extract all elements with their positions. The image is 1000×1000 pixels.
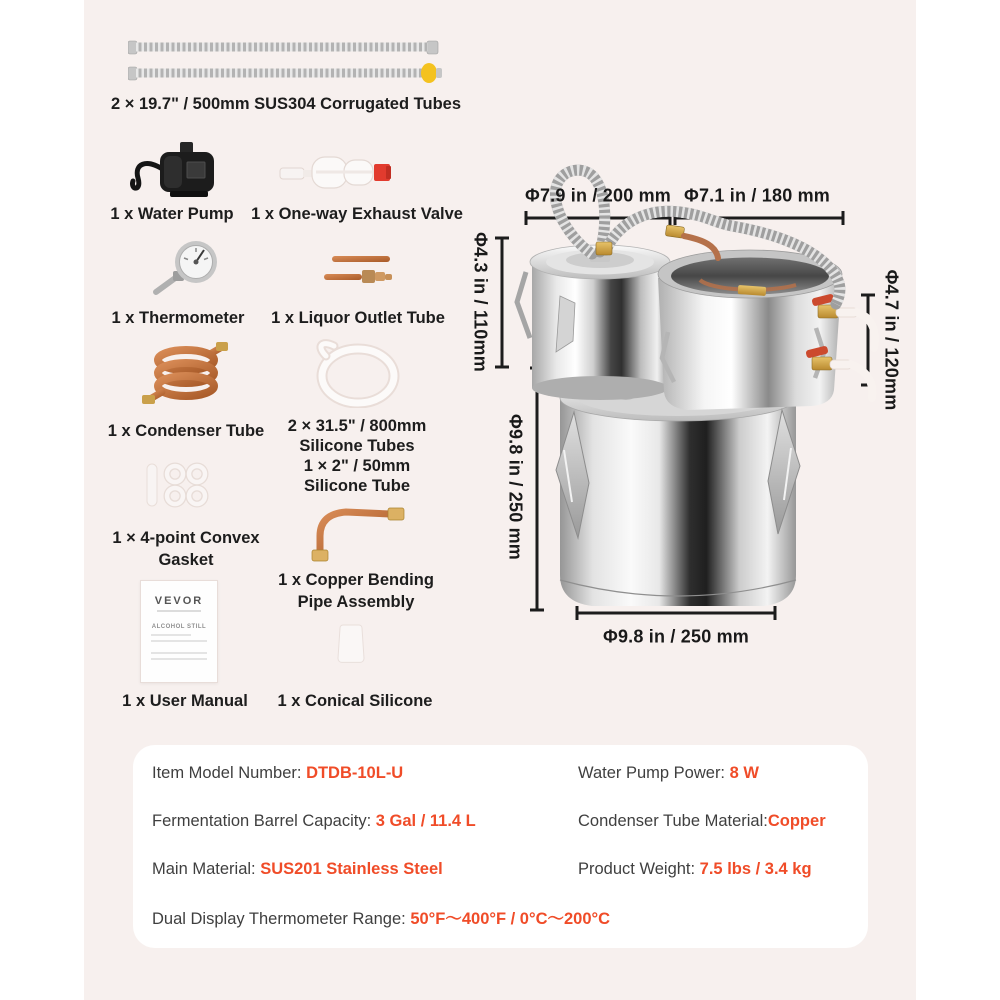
corrugated-tubes-label: 2 × 19.7" / 500mm SUS304 Corrugated Tubes (110, 95, 462, 113)
dim-top-left-label: Φ7.9 in / 200 mm (524, 185, 672, 206)
exhaust-valve-label: 1 x One-way Exhaust Valve (251, 205, 463, 223)
dim-left-lower-label: Φ9.8 in / 250 mm (505, 413, 526, 561)
silicone-tubes-label-line1: 2 × 31.5" / 800mm (287, 417, 427, 435)
conical-silicone-label: 1 x Conical Silicone (277, 692, 433, 710)
condenser-bucket (658, 250, 842, 410)
condenser-tube-image (140, 340, 232, 408)
exhaust-valve-image (278, 150, 408, 196)
silicone-tubes-image (308, 338, 406, 408)
manual-text-line (151, 652, 207, 654)
silicone-tubes-label-line3: 1 × 2" / 50mm (303, 457, 411, 475)
condenser-tube-label: 1 x Condenser Tube (107, 422, 265, 440)
thermometer-image (150, 238, 224, 298)
distiller-product-image (460, 150, 920, 695)
manual-text-line (151, 634, 191, 636)
spec-product-weight: Product Weight: 7.5 lbs / 3.4 kg (578, 859, 812, 878)
dim-right-label: Φ4.7 in / 120mm (881, 269, 902, 411)
water-pump-label: 1 x Water Pump (110, 205, 234, 223)
dim-top-right-label: Φ7.1 in / 180 mm (683, 185, 831, 206)
fermentation-barrel (556, 375, 800, 606)
user-manual-label: 1 x User Manual (122, 692, 248, 710)
thermometer-label: 1 x Thermometer (111, 309, 245, 327)
manual-text-line (151, 640, 207, 642)
spec-barrel-capacity: Fermentation Barrel Capacity: 3 Gal / 11.4 L (152, 811, 476, 830)
copper-pipe-label-line2: Pipe Assembly (297, 593, 415, 611)
spec-thermometer-range: Dual Display Thermometer Range: 50°F～400°F / 0°C～200°C (152, 910, 611, 928)
corrugated-tubes-image (128, 34, 444, 86)
copper-bending-pipe-image (302, 500, 410, 562)
liquor-outlet-tube-image (318, 250, 398, 292)
distillation-pot (517, 245, 684, 400)
copper-pipe-label-line1: 1 x Copper Bending (278, 571, 434, 589)
spec-pump-power: Water Pump Power: 8 W (578, 763, 759, 782)
manual-text-line (151, 658, 207, 660)
manual-tagline-rule (157, 610, 201, 612)
spec-main-material: Main Material: SUS201 Stainless Steel (152, 859, 443, 878)
dim-left-upper-label: Φ4.3 in / 110mm (470, 232, 491, 372)
silicone-tubes-label-line4: Silicone Tube (303, 477, 411, 495)
water-pump-image (130, 140, 222, 202)
corrugated-tube-loop (555, 170, 604, 254)
manual-title-text: ALCOHOL STILL (151, 624, 207, 630)
convex-gasket-image (145, 462, 217, 508)
spec-model-number: Item Model Number: DTDB-10L-U (152, 763, 404, 782)
dim-bottom-label: Φ9.8 in / 250 mm (602, 626, 750, 647)
user-manual-image (140, 580, 218, 683)
spec-card (133, 745, 868, 948)
silicone-tubes-label-line2: Silicone Tubes (299, 437, 415, 455)
liquor-outlet-tube-label: 1 x Liquor Outlet Tube (271, 309, 445, 327)
convex-gasket-label-line1: 1 × 4-point Convex (112, 529, 260, 547)
manual-brand-text: VEVOR (154, 595, 204, 607)
conical-silicone-image (333, 622, 369, 668)
convex-gasket-label-line2: Gasket (158, 551, 214, 569)
spec-condenser-material: Condenser Tube Material:Copper (578, 811, 826, 830)
